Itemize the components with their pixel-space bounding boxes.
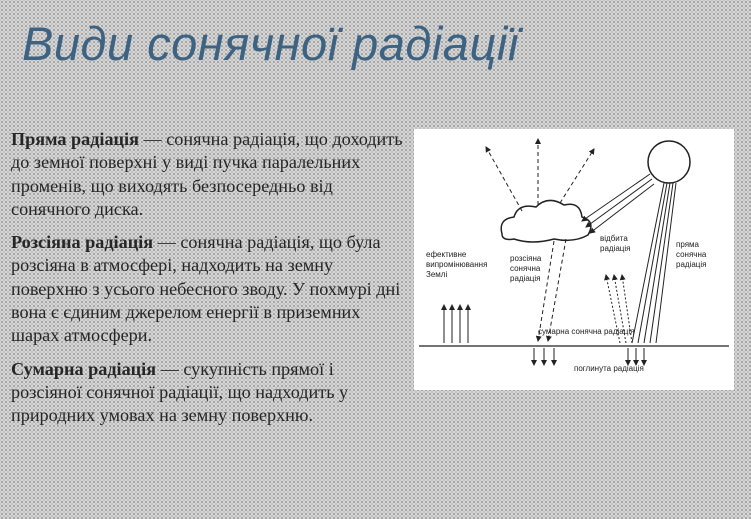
radiation-diagram-svg bbox=[414, 129, 734, 390]
cloud-reflection-arrows bbox=[486, 139, 594, 211]
absorbed-arrows bbox=[534, 348, 644, 365]
label-scattered: розсіяна сонячна радіація bbox=[510, 254, 542, 283]
label-absorbed: поглинута радіація bbox=[574, 364, 644, 373]
slide-title: Види сонячної радіації bbox=[22, 17, 519, 70]
definition-scattered bbox=[11, 231, 409, 347]
direct-rays bbox=[632, 183, 676, 343]
definition-scattered-text: — сонячна радіація, що була розсіяна в атмосфері, надходить на земну поверхню з усього небесного зводу. У похмурі дні вона є єдиним джерелом енергії в приземних шарах атмосфери. bbox=[11, 232, 401, 346]
definition-total-text: — сукупність прямої і розсіяної сонячної радіації, що надходить у природних умовах на земну поверхню. bbox=[11, 358, 349, 426]
term-scattered: Розсіяна радіація bbox=[11, 232, 154, 253]
term-direct: Пряма радіація bbox=[11, 129, 139, 149]
label-reflected: відбита радіація bbox=[600, 234, 631, 253]
term-total: Сумарна радіація bbox=[11, 358, 157, 379]
label-total: сумарна сонячна радіація bbox=[538, 327, 635, 336]
definitions-text bbox=[11, 128, 409, 438]
definition-total bbox=[11, 358, 409, 428]
cloud-icon bbox=[501, 200, 591, 242]
rays-to-cloud bbox=[582, 174, 654, 233]
effective-radiation-arrows bbox=[444, 305, 468, 343]
radiation-diagram bbox=[414, 129, 734, 390]
definition-direct-text: — сонячна радіація, що доходить до земної поверхні у виді пучка паралельних променів, що виходять безпосередньо від сонячного диска. bbox=[11, 129, 403, 219]
definition-direct bbox=[11, 128, 409, 221]
label-direct: пряма сонячна радіація bbox=[676, 240, 707, 269]
label-effective: ефективне випромінювання Землі bbox=[426, 250, 488, 279]
sun-icon bbox=[648, 141, 690, 183]
